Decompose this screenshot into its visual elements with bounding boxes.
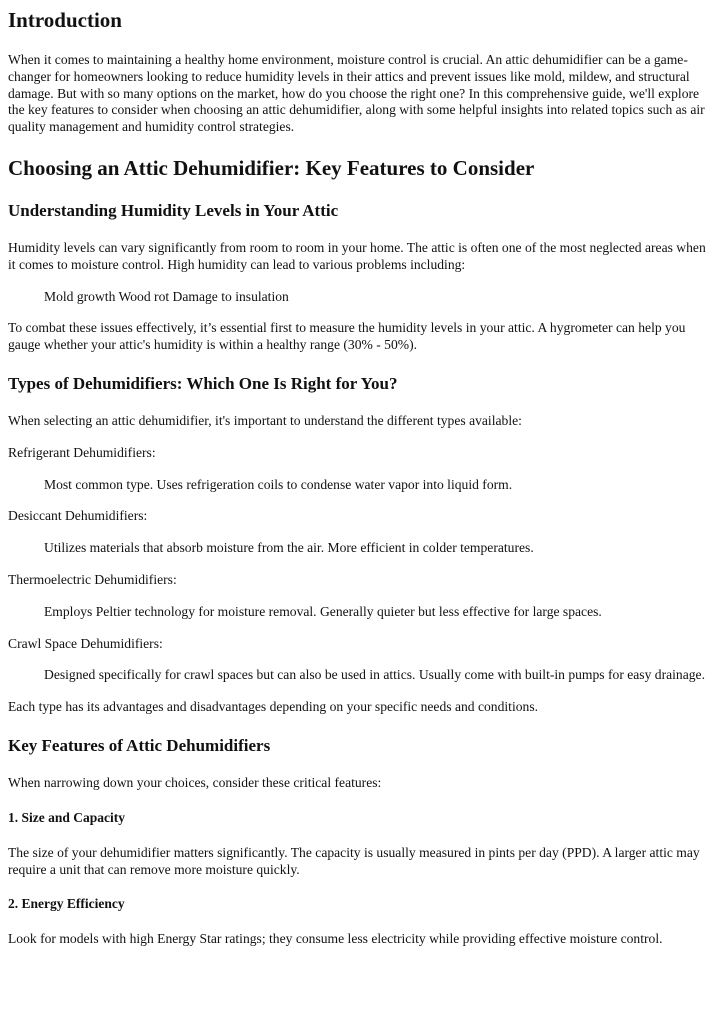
type-label-refrigerant: Refrigerant Dehumidifiers: [8, 444, 156, 460]
intro-paragraph: When it comes to maintaining a healthy home environment, moisture control is crucial. An attic dehumidifier can be a game-changer for homeowners looking to reduce humidity levels in their attics and prevent issues like mold, mildew, and structural damage. But with so many options on the market, how do you choose the right one? In this comprehensive guide, we'll explore the key features to consider when choosing an attic dehumidifier, along with some helpful insights into related topics such as air quality management and humidity control strategies. [8, 52, 705, 135]
size-heading: 1. Size and Capacity [8, 809, 126, 825]
type-label-thermoelectric: Thermoelectric Dehumidifiers: [8, 571, 177, 587]
energy-paragraph: Look for models with high Energy Star ratings; they consume less electricity while providing effective moisture control. [8, 931, 663, 947]
energy-heading: 2. Energy Efficiency [8, 896, 125, 912]
humidity-paragraph: Humidity levels can vary significantly from room to room in your home. The attic is often one of the most neglected areas when it comes to moisture control. High humidity can lead to various problems including: [8, 239, 706, 272]
types-list [8, 445, 712, 684]
choosing-heading: Choosing an Attic Dehumidifier: Key Features to Consider [8, 155, 535, 180]
type-desc-crawl-space: Designed specifically for crawl spaces but can also be used in attics. Usually come with built-in pumps for easy drainage. [44, 667, 705, 683]
features-intro: When narrowing down your choices, consider these critical features: [8, 774, 382, 790]
type-label-desiccant: Desiccant Dehumidifiers: [8, 508, 148, 524]
type-desc-thermoelectric: Employs Peltier technology for moisture removal. Generally quieter but less effective for large spaces. [44, 603, 602, 619]
size-paragraph: The size of your dehumidifier matters significantly. The capacity is usually measured in pints per day (PPD). A larger attic may require a unit that can remove more moisture quickly. [8, 844, 700, 877]
humidity-problems: Mold growth Wood rot Damage to insulation [44, 288, 289, 304]
intro-heading: Introduction [8, 8, 122, 32]
article [0, 7, 720, 948]
humidity-heading: Understanding Humidity Levels in Your Attic [8, 200, 339, 220]
types-intro: When selecting an attic dehumidifier, it's important to understand the different types available: [8, 412, 522, 428]
type-desc-desiccant: Utilizes materials that absorb moisture from the air. More efficient in colder temperatures. [44, 540, 534, 556]
types-summary: Each type has its advantages and disadvantages depending on your specific needs and conditions. [8, 699, 539, 715]
types-heading: Types of Dehumidifiers: Which One Is Right for You? [8, 373, 398, 393]
features-heading: Key Features of Attic Dehumidifiers [8, 735, 271, 755]
type-label-crawl-space: Crawl Space Dehumidifiers: [8, 635, 163, 651]
humidity-paragraph-2: To combat these issues effectively, it’s essential first to measure the humidity levels in your attic. A hygrometer can help you gauge whether your attic's humidity is within a healthy range (30% - 50%). [8, 320, 686, 353]
type-desc-refrigerant: Most common type. Uses refrigeration coils to condense water vapor into liquid form. [44, 476, 513, 492]
